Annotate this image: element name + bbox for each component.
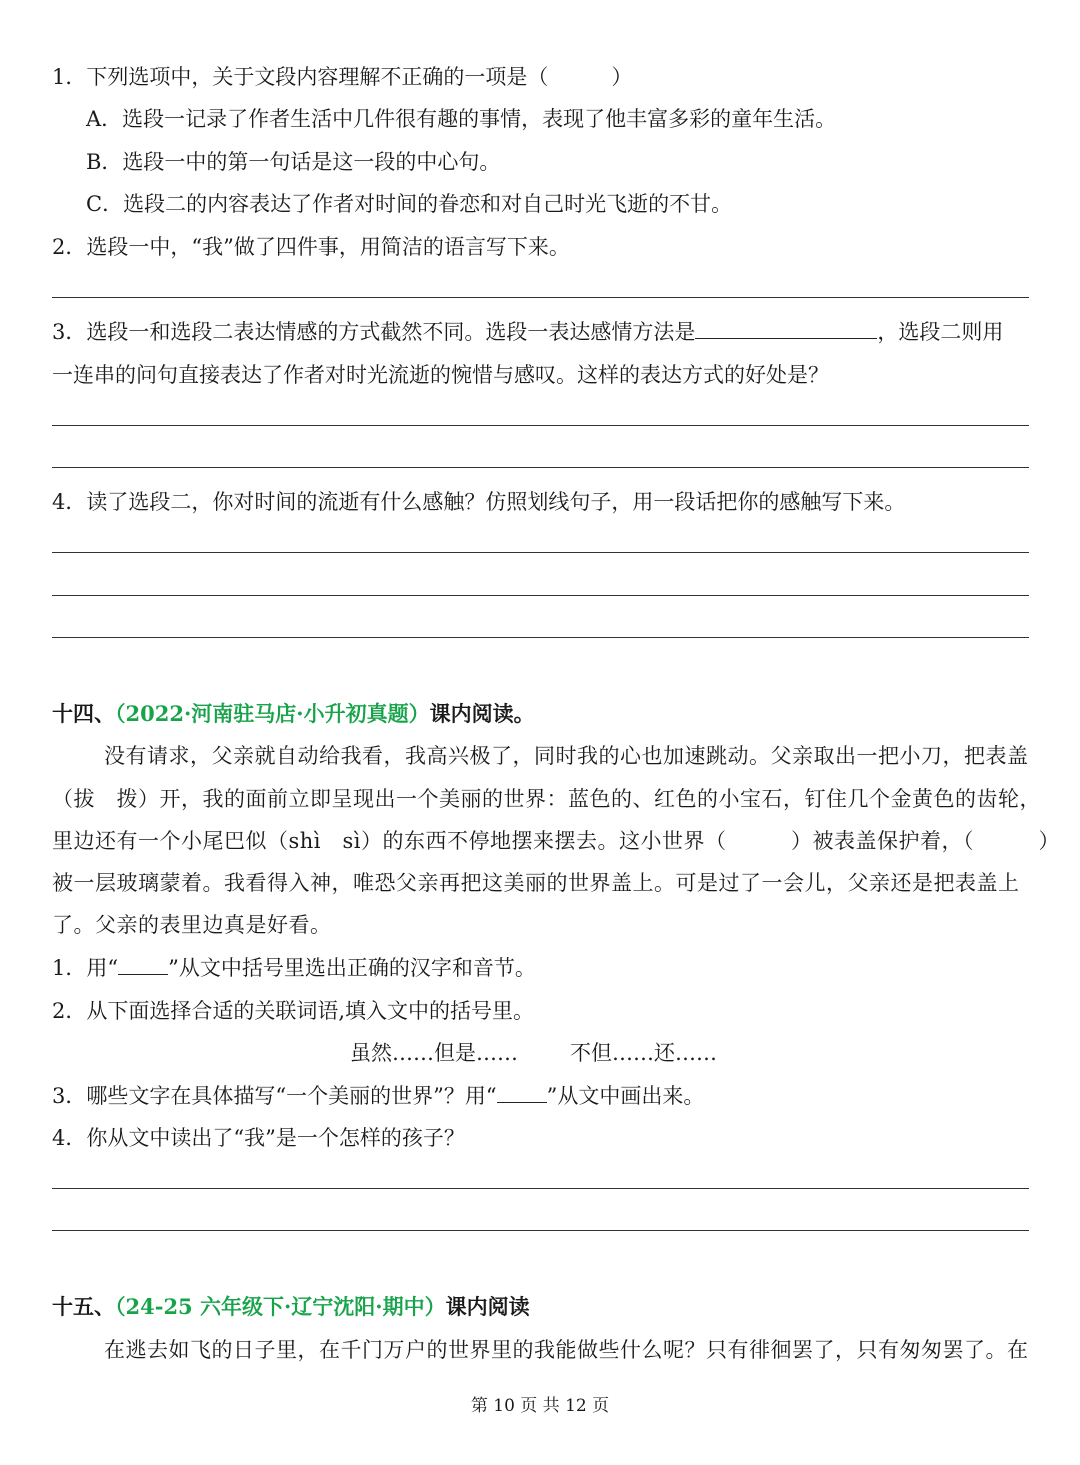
answer-line[interactable] [52, 297, 1029, 298]
section-14-question-1 [52, 953, 536, 983]
question-text: 1．用“ [52, 956, 119, 980]
passage-line: 里边还有一个小尾巴似（shì sì）的东西不停地摆来摆去。这小世界（ ）被表盖保护着，（ ） [52, 829, 1061, 853]
choice-1: 虽然……但是…… [350, 1041, 518, 1065]
option-c: C．选段二的内容表达了作者对时间的眷恋和对自己时光飞逝的不甘。 [86, 192, 733, 216]
answer-line[interactable] [52, 1188, 1029, 1189]
option-b: B．选段一中的第一句话是这一段的中心句。 [86, 150, 501, 174]
section-14-question-2: 2．从下面选择合适的关联词语,填入文中的括号里。 [52, 999, 535, 1023]
question-2: 2．选段一中，“我”做了四件事，用简洁的语言写下来。 [52, 235, 570, 259]
underline-mark [497, 1082, 547, 1103]
question-text: ”从文中括号里选出正确的汉字和音节。 [168, 956, 536, 980]
passage-line: 没有请求，父亲就自动给我看，我高兴极了，同时我的心也加速跳动。父亲取出一把小刀，把表盖 [104, 744, 1029, 768]
section-15-source: （24-25 六年级下·辽宁沈阳·期中） [115, 1294, 446, 1319]
answer-line[interactable] [52, 467, 1029, 468]
section-14-heading [52, 699, 535, 729]
answer-line[interactable] [52, 552, 1029, 553]
passage-line: （拔 拨）开，我的面前立即呈现出一个美丽的世界：蓝色的、红色的小宝石，钉住几个金黄色的齿轮， [52, 787, 1041, 811]
section-15-number: 十五、 [52, 1294, 115, 1319]
conjunction-choices [350, 1038, 717, 1068]
question-4: 4．读了选段二，你对时间的流逝有什么感触？仿照划线句子，用一段话把你的感触写下来。 [52, 490, 906, 514]
section-14-question-4: 4．你从文中读出了“我”是一个怎样的孩子？ [52, 1126, 465, 1150]
section-14-number: 十四、 [52, 701, 115, 726]
question-text: 3．哪些文字在具体描写“一个美丽的世界”？用“ [52, 1084, 497, 1108]
question-3-text-1: 3．选段一和选段二表达情感的方式截然不同。选段一表达感情方法是 [52, 320, 696, 344]
section-14-question-3 [52, 1081, 704, 1111]
question-3-line-2: 一连串的问句直接表达了作者对时光流逝的惋惜与感叹。这样的表达方式的好处是？ [52, 363, 829, 387]
choice-2: 不但……还…… [570, 1041, 717, 1065]
section-15-title: 课内阅读 [445, 1294, 530, 1319]
question-3 [52, 317, 1003, 347]
underline-mark [118, 954, 168, 975]
passage-line: 了。父亲的表里边真是好看。 [52, 913, 332, 937]
answer-line[interactable] [52, 595, 1029, 596]
answer-line[interactable] [52, 637, 1029, 638]
passage-line: 在逃去如飞的日子里，在千门万户的世界里的我能做些什么呢？只有徘徊罢了，只有匆匆罢了。在 [104, 1338, 1029, 1362]
section-14-source: （2022·河南驻马店·小升初真题） [115, 701, 430, 726]
section-14-title: 课内阅读。 [429, 701, 535, 726]
passage-line: 被一层玻璃蒙着。我看得入神，唯恐父亲再把这美丽的世界盖上。可是过了一会儿，父亲还是把表盖上 [52, 871, 1020, 895]
option-a: A．选段一记录了作者生活中几件很有趣的事情，表现了他丰富多彩的童年生活。 [86, 107, 837, 131]
question-text: ”从文中画出来。 [546, 1084, 705, 1108]
answer-line[interactable] [52, 425, 1029, 426]
question-3-text-2: ，选段二则用 [877, 320, 1004, 344]
page-footer: 第 10 页 共 12 页 [470, 1396, 610, 1416]
answer-line[interactable] [52, 1230, 1029, 1231]
question-1-stem: 1．下列选项中，关于文段内容理解不正确的一项是（ ） [52, 65, 633, 89]
fill-blank[interactable] [695, 318, 877, 339]
section-15-heading [52, 1292, 530, 1322]
